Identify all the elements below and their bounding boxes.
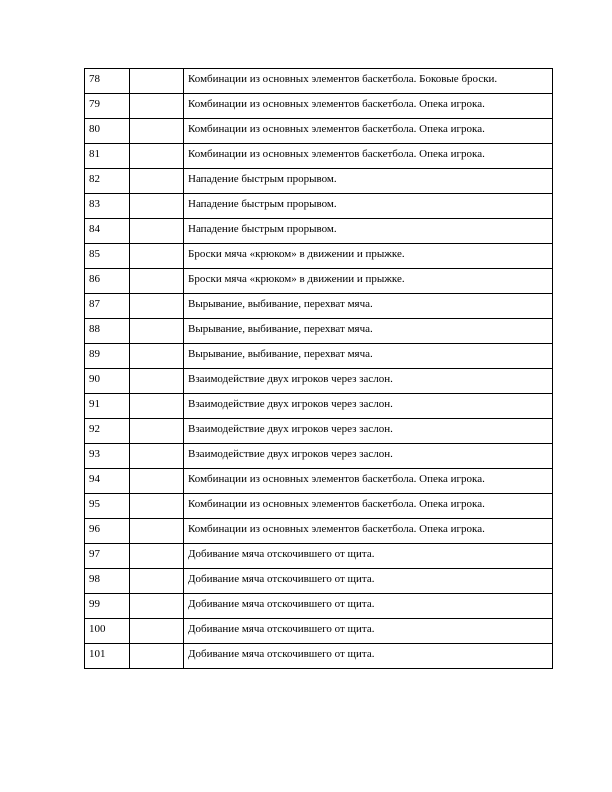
lesson-number-cell: 86	[85, 269, 130, 294]
lesson-number-cell: 81	[85, 144, 130, 169]
lesson-date-cell	[130, 569, 184, 594]
lesson-date-cell	[130, 494, 184, 519]
lesson-topic-cell: Взаимодействие двух игроков через заслон.	[184, 419, 553, 444]
lesson-date-cell	[130, 519, 184, 544]
lesson-topic-cell: Взаимодействие двух игроков через заслон.	[184, 444, 553, 469]
lesson-plan-body	[85, 69, 553, 669]
lesson-topic-cell: Добивание мяча отскочившего от щита.	[184, 569, 553, 594]
lesson-number-cell: 82	[85, 169, 130, 194]
lesson-date-cell	[130, 644, 184, 669]
lesson-date-cell	[130, 194, 184, 219]
lesson-date-cell	[130, 69, 184, 94]
lesson-date-cell	[130, 119, 184, 144]
lesson-number-cell: 92	[85, 419, 130, 444]
table-row	[85, 94, 553, 119]
table-row	[85, 544, 553, 569]
table-row	[85, 219, 553, 244]
lesson-date-cell	[130, 319, 184, 344]
lesson-number-cell: 94	[85, 469, 130, 494]
table-row	[85, 269, 553, 294]
lesson-number-cell: 101	[85, 644, 130, 669]
lesson-date-cell	[130, 394, 184, 419]
table-row	[85, 319, 553, 344]
lesson-topic-cell: Нападение быстрым прорывом.	[184, 169, 553, 194]
lesson-topic-cell: Взаимодействие двух игроков через заслон.	[184, 369, 553, 394]
table-row	[85, 594, 553, 619]
table-row	[85, 394, 553, 419]
table-row	[85, 369, 553, 394]
lesson-topic-cell: Комбинации из основных элементов баскетбола. Опека игрока.	[184, 119, 553, 144]
table-row	[85, 494, 553, 519]
table-row	[85, 194, 553, 219]
lesson-date-cell	[130, 469, 184, 494]
lesson-number-cell: 88	[85, 319, 130, 344]
lesson-topic-cell: Взаимодействие двух игроков через заслон.	[184, 394, 553, 419]
lesson-date-cell	[130, 444, 184, 469]
table-row	[85, 169, 553, 194]
lesson-date-cell	[130, 219, 184, 244]
lesson-topic-cell: Добивание мяча отскочившего от щита.	[184, 544, 553, 569]
lesson-topic-cell: Вырывание, выбивание, перехват мяча.	[184, 319, 553, 344]
lesson-topic-cell: Комбинации из основных элементов баскетбола. Опека игрока.	[184, 519, 553, 544]
lesson-number-cell: 84	[85, 219, 130, 244]
lesson-date-cell	[130, 594, 184, 619]
lesson-number-cell: 96	[85, 519, 130, 544]
lesson-date-cell	[130, 544, 184, 569]
lesson-topic-cell: Нападение быстрым прорывом.	[184, 194, 553, 219]
lesson-number-cell: 95	[85, 494, 130, 519]
lesson-plan-table	[84, 68, 553, 669]
lesson-date-cell	[130, 244, 184, 269]
lesson-topic-cell: Броски мяча «крюком» в движении и прыжке.	[184, 269, 553, 294]
lesson-number-cell: 99	[85, 594, 130, 619]
table-row	[85, 244, 553, 269]
lesson-number-cell: 91	[85, 394, 130, 419]
lesson-number-cell: 78	[85, 69, 130, 94]
lesson-topic-cell: Нападение быстрым прорывом.	[184, 219, 553, 244]
lesson-date-cell	[130, 419, 184, 444]
lesson-topic-cell: Вырывание, выбивание, перехват мяча.	[184, 344, 553, 369]
lesson-number-cell: 83	[85, 194, 130, 219]
table-row	[85, 419, 553, 444]
lesson-date-cell	[130, 619, 184, 644]
lesson-number-cell: 89	[85, 344, 130, 369]
lesson-number-cell: 97	[85, 544, 130, 569]
table-row	[85, 519, 553, 544]
table-row	[85, 469, 553, 494]
lesson-topic-cell: Комбинации из основных элементов баскетбола. Опека игрока.	[184, 94, 553, 119]
table-row	[85, 444, 553, 469]
lesson-number-cell: 90	[85, 369, 130, 394]
lesson-topic-cell: Комбинации из основных элементов баскетбола. Опека игрока.	[184, 144, 553, 169]
lesson-topic-cell: Добивание мяча отскочившего от щита.	[184, 644, 553, 669]
lesson-date-cell	[130, 369, 184, 394]
lesson-topic-cell: Вырывание, выбивание, перехват мяча.	[184, 294, 553, 319]
table-row	[85, 644, 553, 669]
lesson-number-cell: 79	[85, 94, 130, 119]
table-row	[85, 619, 553, 644]
lesson-topic-cell: Комбинации из основных элементов баскетбола. Опека игрока.	[184, 494, 553, 519]
lesson-number-cell: 93	[85, 444, 130, 469]
lesson-topic-cell: Броски мяча «крюком» в движении и прыжке.	[184, 244, 553, 269]
table-row	[85, 119, 553, 144]
lesson-number-cell: 100	[85, 619, 130, 644]
table-row	[85, 569, 553, 594]
table-row	[85, 344, 553, 369]
table-row	[85, 69, 553, 94]
table-row	[85, 294, 553, 319]
lesson-date-cell	[130, 344, 184, 369]
table-row	[85, 144, 553, 169]
lesson-date-cell	[130, 169, 184, 194]
lesson-topic-cell: Комбинации из основных элементов баскетбола. Боковые броски.	[184, 69, 553, 94]
lesson-date-cell	[130, 144, 184, 169]
lesson-number-cell: 98	[85, 569, 130, 594]
lesson-number-cell: 80	[85, 119, 130, 144]
lesson-topic-cell: Добивание мяча отскочившего от щита.	[184, 594, 553, 619]
lesson-date-cell	[130, 294, 184, 319]
lesson-topic-cell: Комбинации из основных элементов баскетбола. Опека игрока.	[184, 469, 553, 494]
lesson-topic-cell: Добивание мяча отскочившего от щита.	[184, 619, 553, 644]
lesson-date-cell	[130, 94, 184, 119]
lesson-number-cell: 85	[85, 244, 130, 269]
lesson-date-cell	[130, 269, 184, 294]
lesson-number-cell: 87	[85, 294, 130, 319]
